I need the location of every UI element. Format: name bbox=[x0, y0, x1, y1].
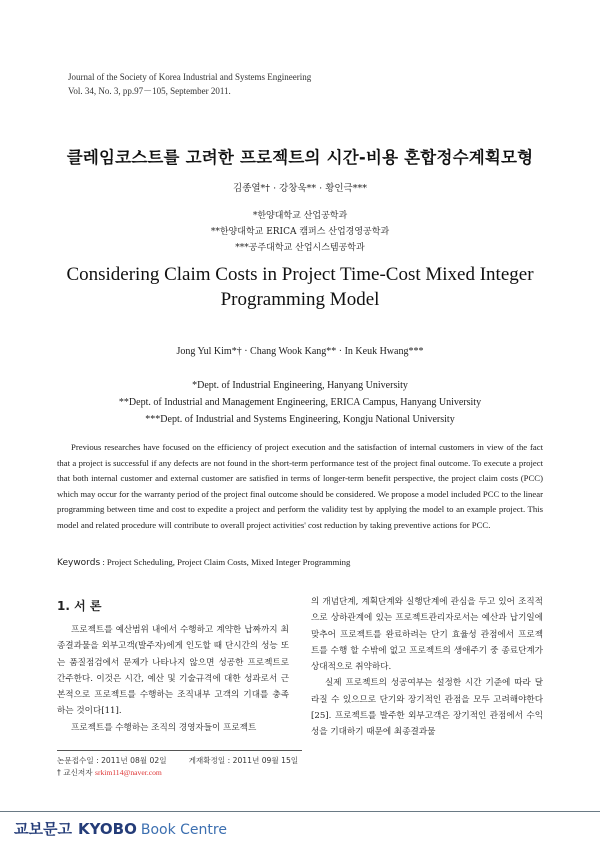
affiliations-english bbox=[0, 377, 600, 428]
authors-english: Jong Yul Kim*† · Chang Wook Kang** · In Keuk Hwang*** bbox=[176, 346, 424, 357]
paragraph: 프로젝트를 수행하는 조직의 경영자들이 프로젝트 bbox=[71, 722, 257, 733]
keywords bbox=[57, 557, 350, 568]
section-heading: 1. 서 론 bbox=[57, 599, 102, 613]
affiliation-ko-1: *한양대학교 산업공학과 bbox=[252, 211, 348, 221]
affiliation-en-2: **Dept. of Industrial and Management Engineering, ERICA Campus, Hanyang University bbox=[118, 397, 482, 408]
journal-name: Journal of the Society of Korea Industrial and Systems Engineering bbox=[68, 72, 312, 82]
corresponding-email[interactable]: srkim114@naver.com bbox=[94, 768, 162, 777]
title-english: Considering Claim Costs in Project Time-Cost Mixed Integer Programming Model bbox=[66, 264, 534, 310]
affiliation-ko-2: **한양대학교 ERICA 캠퍼스 산업경영공학과 bbox=[210, 227, 390, 237]
footnote-divider bbox=[57, 750, 302, 751]
body-column-right bbox=[311, 594, 543, 741]
journal-volume: Vol. 34, No. 3, pp.97－105, September 2011. bbox=[68, 86, 231, 96]
paragraph: 실제 프로젝트의 성공여부는 설정한 시간 기준에 따라 달라질 수 있으므로 단기와 장기적인 관점을 모두 고려해야한다[25]. 프로젝트를 발주한 외부고객은 장기적인 관점에서 수익성을 기대하기 때문에 최종결과물 bbox=[311, 678, 543, 738]
keywords-label: Keywords bbox=[57, 558, 101, 568]
affiliations-korean bbox=[0, 208, 600, 256]
footnote bbox=[57, 755, 298, 779]
affiliation-en-3: ***Dept. of Industrial and Systems Engineering, Kongju National University bbox=[145, 414, 455, 425]
accepted-date: 게재확정일 : 2011년 09월 15일 bbox=[188, 756, 299, 765]
keywords-text: : Project Scheduling, Project Claim Costs, Mixed Integer Programming bbox=[102, 557, 351, 567]
brand-korean: 교보문고 bbox=[14, 820, 72, 838]
bottom-divider bbox=[0, 811, 600, 812]
brand-english: KYOBO bbox=[77, 820, 137, 838]
journal-info bbox=[68, 70, 311, 98]
paragraph: 의 개념단계, 계획단계와 실행단계에 관심을 두고 있어 조직적으로 상하관계에 있는 프로젝트관리자로서는 예산과 납기일에 맞추어 프로젝트를 완료하려는 단기 효율성 관점에서 프로젝트를 수행 할 수밖에 없고 프로젝트의 생애주기 중 종료단계가 상대적으로 취약하다. bbox=[311, 597, 543, 673]
corresponding-author-label: † 교신저자 bbox=[57, 768, 93, 777]
received-date: 논문접수일 : 2011년 08월 02일 bbox=[57, 756, 167, 765]
abstract: Previous researches have focused on the efficiency of project execution and the satisfaction of internal customers in view of the fact that a project is successful if any defects are not found in the short-term performance test of the project final outcome. To execute a project that both internal customer and external customer are satisfied in terms of longer-term benefit perspective, the project claim costs (PCC) which may occur for the warranty period of the project final outcome should be considered. We propose a model included PCC to the linear programming between time and cost to expedite a project and perform the validity test by applying the model to an example project. This model and related procedure will contribute to overall project activities' cost reduction by taking preventive actions for PCC. bbox=[57, 442, 543, 530]
paragraph: 프로젝트를 예산범위 내에서 수행하고 계약한 납짜까지 최종결과물을 외부고객(발주자)에게 인도할 때 단시간의 성능 또는 품질점검에서 문제가 나타나지 않으면 성공한 프로젝트로 간주한다. 이것은 시간, 예산 및 기술규격에 대한 성과로서 근본적으로 프로젝트를 수행하는 조직내부 고객의 기대를 충족하는 것이다[11]. bbox=[57, 625, 289, 717]
title-korean: 클레임코스트를 고려한 프로젝트의 시간-비용 혼합정수계획모형 bbox=[66, 148, 534, 167]
affiliation-en-1: *Dept. of Industrial Engineering, Hanyang University bbox=[192, 380, 408, 391]
kyobo-logo bbox=[14, 818, 227, 839]
body-column-left bbox=[57, 622, 289, 736]
affiliation-ko-3: ***공주대학교 산업시스템공학과 bbox=[235, 243, 365, 253]
authors-korean: 김종열*† · 강창욱** · 황인극*** bbox=[233, 183, 367, 194]
brand-sub: Book Centre bbox=[140, 822, 227, 838]
